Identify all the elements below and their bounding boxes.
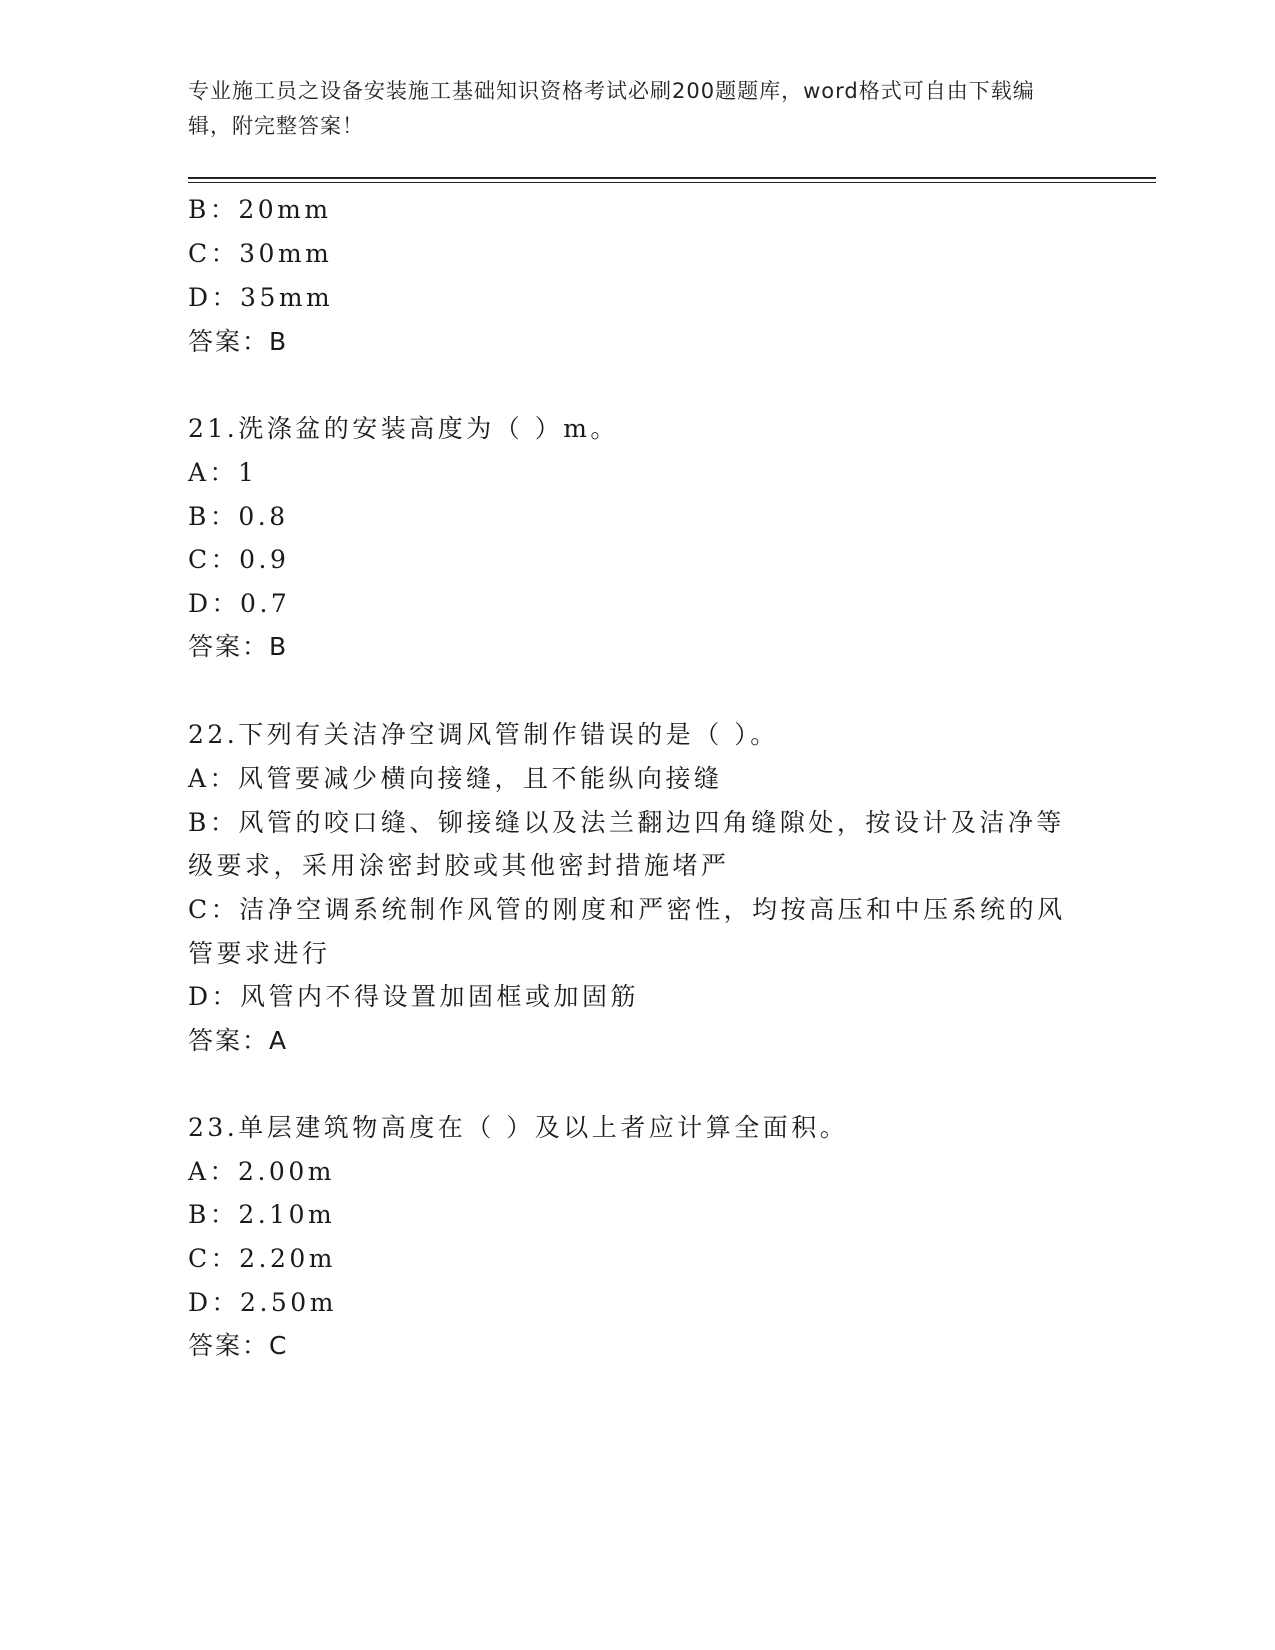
q22-stem: 22.下列有关洁净空调风管制作错误的是（ ）。 (188, 720, 779, 749)
q21-option-d: D：0.7 (188, 589, 291, 618)
q22-answer: 答案：A (188, 1026, 289, 1055)
header-divider-thin (188, 182, 1156, 183)
q21-option-a: A：1 (188, 458, 258, 487)
q22-option-b-continued: 级要求，采用涂密封胶或其他密封措施堵严 (188, 851, 730, 880)
q21-answer: 答案：B (188, 632, 289, 661)
header-divider-thick (188, 177, 1156, 179)
q23-option-b: B：2.10m (188, 1200, 336, 1229)
q20-option-d: D：35mm (188, 283, 334, 312)
q21-stem: 21.洗涤盆的安装高度为（ ）m。 (188, 414, 619, 443)
q22-option-d: D：风管内不得设置加固框或加固筋 (188, 982, 640, 1011)
q20-option-b: B：20mm (188, 195, 332, 224)
q20-answer: 答案：B (188, 327, 289, 356)
q21-option-c: C：0.9 (188, 545, 290, 574)
document-header: 专业施工员之设备安装施工基础知识资格考试必刷200题题库，word格式可自由下载编辑，附完整答案！ (188, 79, 1035, 138)
q23-answer: 答案：C (188, 1331, 289, 1360)
q23-option-a: A：2.00m (188, 1157, 335, 1186)
q23-option-c: C：2.20m (188, 1244, 336, 1273)
q20-option-c: C：30mm (188, 239, 333, 268)
q23-option-d: D：2.50m (188, 1288, 337, 1317)
q22-option-c-continued: 管要求进行 (188, 939, 331, 968)
q22-option-b: B：风管的咬口缝、铆接缝以及法兰翻边四角缝隙处，按设计及洁净等 (188, 808, 1065, 837)
q21-option-b: B：0.8 (188, 502, 289, 531)
q23-stem: 23.单层建筑物高度在（ ）及以上者应计算全面积。 (188, 1113, 849, 1142)
q22-option-a: A：风管要减少横向接缝，且不能纵向接缝 (188, 764, 723, 793)
q22-option-c: C：洁净空调系统制作风管的刚度和严密性，均按高压和中压系统的风 (188, 895, 1066, 924)
